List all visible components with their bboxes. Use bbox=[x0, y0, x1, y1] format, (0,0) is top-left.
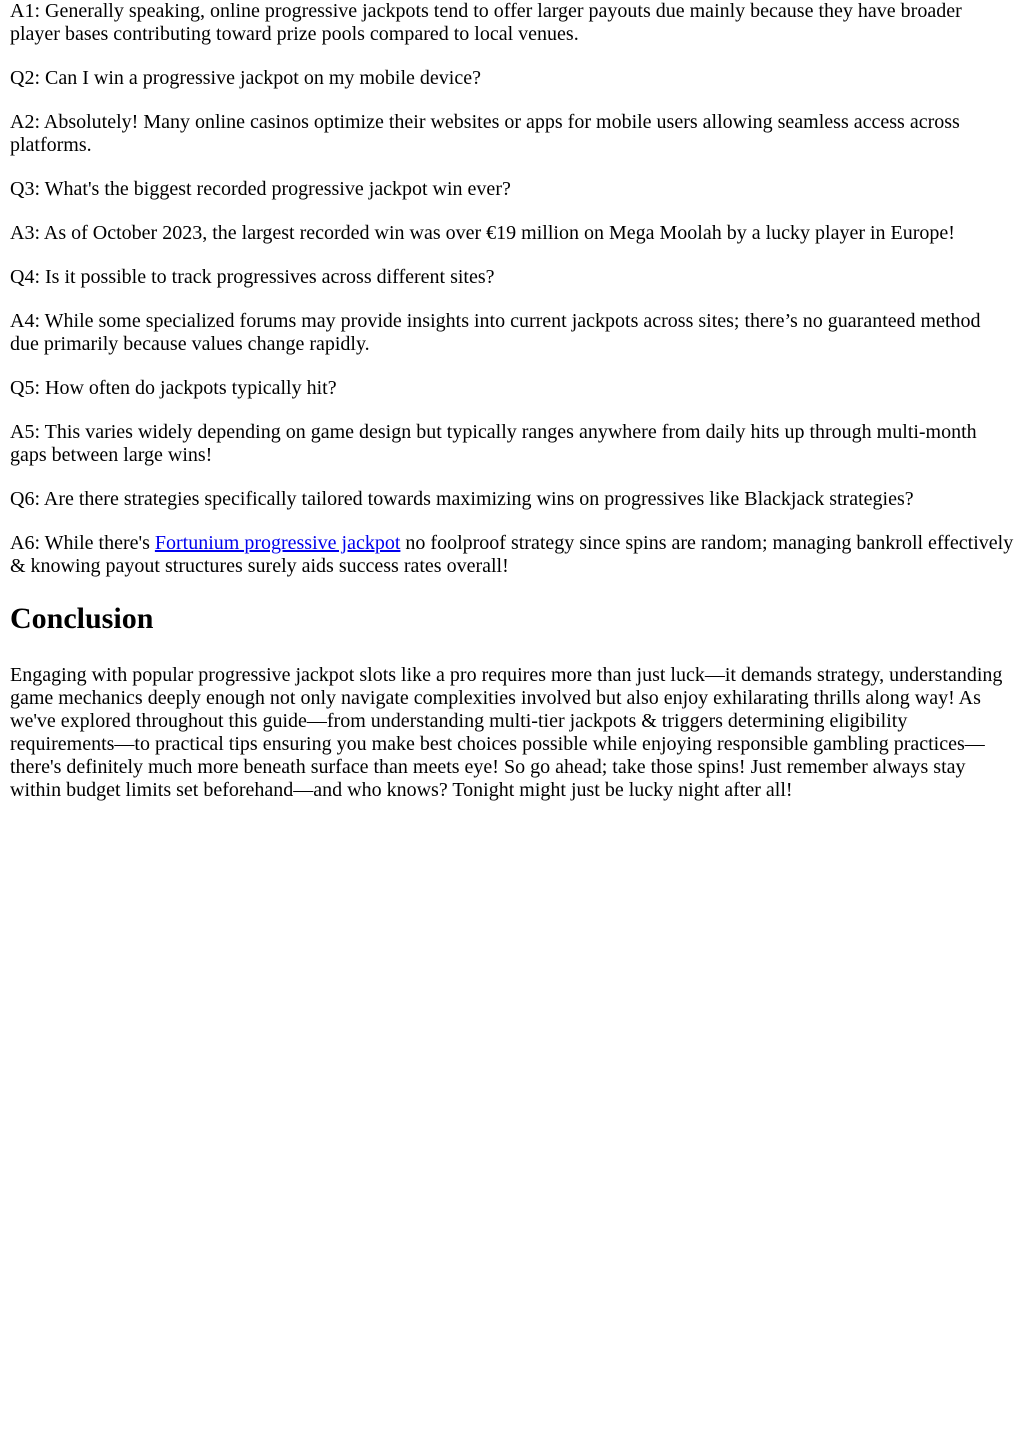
faq-question-3: Q3: What's the biggest recorded progressive jackpot win ever? bbox=[10, 178, 511, 200]
conclusion-paragraph: Engaging with popular progressive jackpot slots like a pro requires more than just luck—it demands strategy, understanding game mechanics deeply enough not only navigate complexities involved but also enjoy exhilarating thrills along way! As we've explored throughout this guide—from understanding multi-tier jackpots & triggers determining eligibility requirements—to practical tips ensuring you make best choices possible while enjoying responsible gambling practices—there's definitely much more beneath surface than meets eye! So go ahead; take those spins! Just remember always stay within budget limits set beforehand—and who knows? Tonight might just be lucky night after all! bbox=[10, 664, 1003, 801]
article-content bbox=[10, 0, 1014, 823]
faq-answer-3: A3: As of October 2023, the largest recorded win was over €19 million on Mega Moolah by a lucky player in Europe! bbox=[10, 222, 955, 244]
fortunium-jackpot-link[interactable]: Fortunium progressive jackpot bbox=[154, 532, 401, 554]
conclusion-heading: Conclusion bbox=[10, 602, 154, 635]
faq-answer-6-prefix: A6: While there's bbox=[10, 532, 155, 554]
faq-answer-1: A1: Generally speaking, online progressive jackpots tend to offer larger payouts due mainly because they have broader player bases contributing toward prize pools compared to local venues. bbox=[10, 0, 962, 45]
faq-answer-6-suffix: no foolproof strategy since spins are random; managing bankroll effectively & knowing payout structures surely aids success rates overall! bbox=[10, 532, 1014, 577]
faq-question-6: Q6: Are there strategies specifically tailored towards maximizing wins on progressives like Blackjack strategies? bbox=[10, 488, 914, 510]
faq-question-5: Q5: How often do jackpots typically hit? bbox=[10, 377, 337, 399]
faq-question-4: Q4: Is it possible to track progressives across different sites? bbox=[10, 266, 495, 288]
faq-answer-2: A2: Absolutely! Many online casinos optimize their websites or apps for mobile users allowing seamless access across platforms. bbox=[10, 111, 960, 156]
faq-answer-4: A4: While some specialized forums may provide insights into current jackpots across sites; there’s no guaranteed method due primarily because values change rapidly. bbox=[10, 310, 981, 355]
faq-answer-6 bbox=[10, 532, 1014, 578]
faq-question-2: Q2: Can I win a progressive jackpot on my mobile device? bbox=[10, 67, 481, 89]
faq-answer-5: A5: This varies widely depending on game design but typically ranges anywhere from daily hits up through multi-month gaps between large wins! bbox=[10, 421, 977, 466]
